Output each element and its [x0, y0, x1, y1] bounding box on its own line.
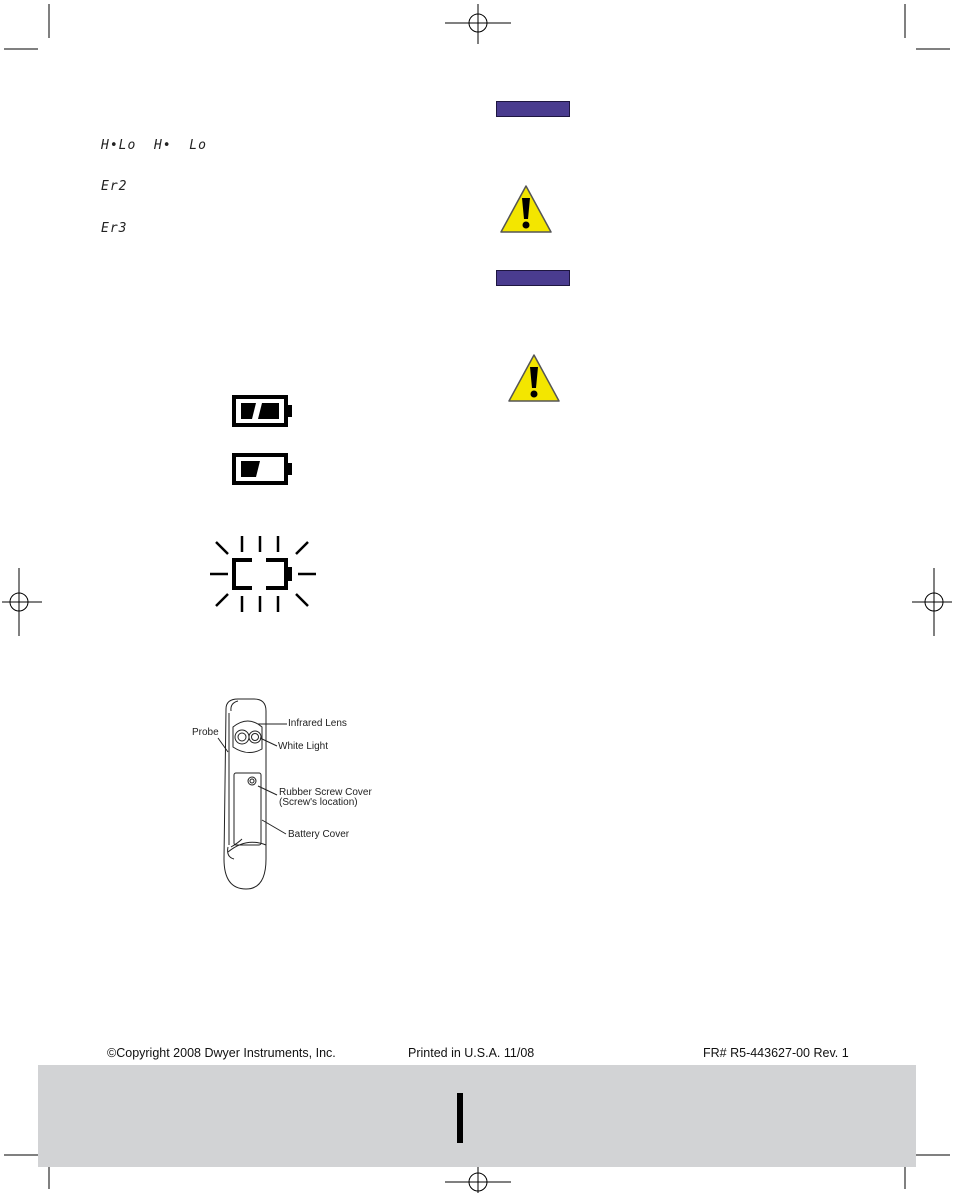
footer-divider-bar	[457, 1093, 463, 1143]
footer-form-number: FR# R5-443627-00 Rev. 1	[703, 1046, 849, 1060]
caution-banner-2	[496, 270, 570, 286]
label-infrared-lens: Infrared Lens	[288, 718, 347, 729]
battery-empty-flashing-icon	[208, 534, 318, 614]
warning-triangle-icon-2	[507, 353, 561, 403]
registration-mark-right	[912, 568, 952, 636]
battery-low-icon	[232, 452, 294, 486]
footer-band	[38, 1065, 916, 1167]
label-battery-cover: Battery Cover	[288, 829, 350, 840]
label-screw-location: (Screw's location)	[279, 797, 358, 808]
lcd-er2-code: Er2	[101, 179, 128, 194]
caution-banner-1	[496, 101, 570, 117]
battery-full-icon	[232, 394, 294, 428]
lcd-hilo-code: H•Lo H• Lo	[101, 138, 207, 153]
warning-triangle-icon	[499, 184, 553, 234]
diagram-leader-lines	[190, 700, 300, 850]
lcd-er3-code: Er3	[101, 221, 128, 236]
footer-copyright: ©Copyright 2008 Dwyer Instruments, Inc.	[107, 1046, 336, 1060]
label-probe: Probe	[192, 727, 219, 738]
label-white-light: White Light	[278, 741, 329, 752]
registration-mark-left	[2, 568, 42, 636]
label-rubber-screw-cover: Rubber Screw Cover	[279, 787, 372, 798]
registration-mark-top	[445, 4, 511, 44]
footer-printed: Printed in U.S.A. 11/08	[408, 1046, 535, 1060]
